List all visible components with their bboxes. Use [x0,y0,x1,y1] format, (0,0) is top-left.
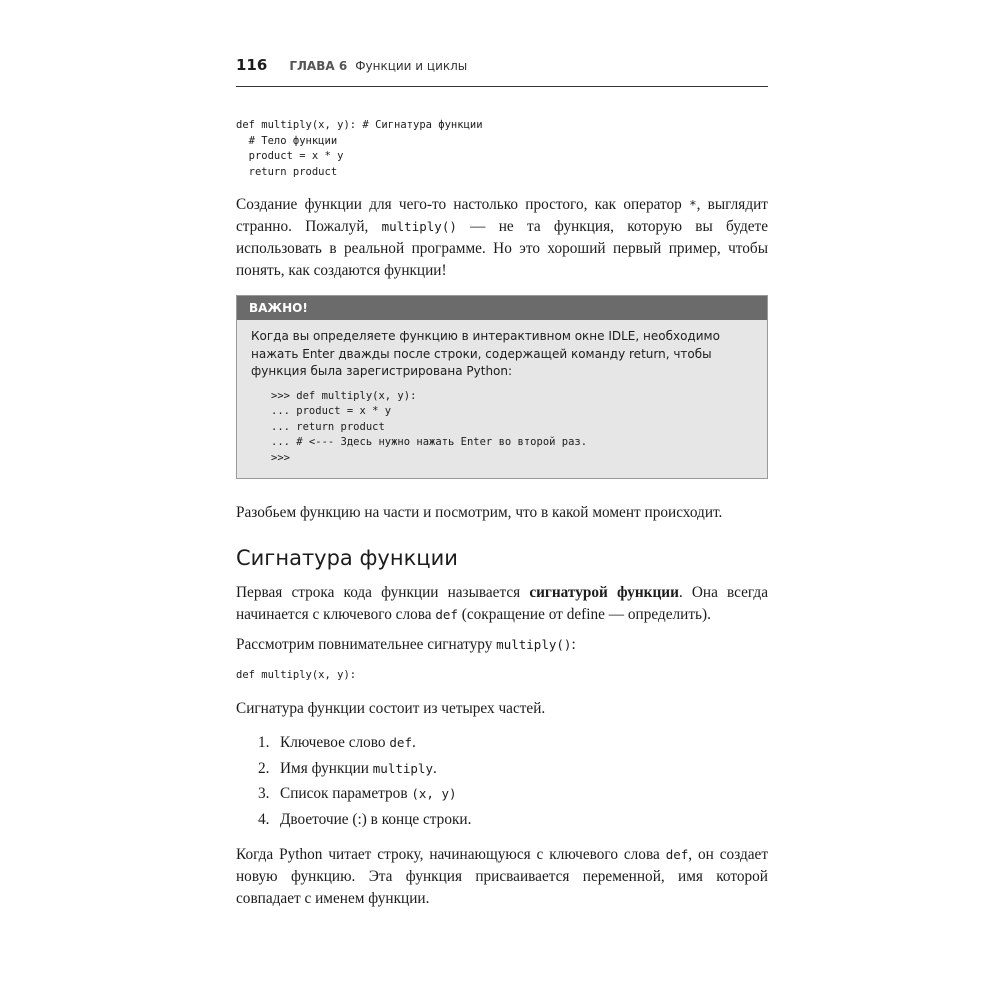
text: Первая строка кода функции называется [236,584,530,601]
inline-code: (x, y) [411,786,457,801]
paragraph-breakdown: Разобьем функцию на части и посмотрим, что в какой момент происходит. [236,504,723,521]
text: Список параметров [280,785,412,802]
inline-code: multiply() [496,637,572,652]
note-text: Когда вы определяете функцию в интерактивном окне IDLE, необходимо нажать Enter дважды после строки, содержащей команду return, чтобы функция была зарегистрирована Python: [251,329,720,378]
text: . [411,734,416,751]
section-heading: Сигнатура функции [236,546,458,570]
note-heading: ВАЖНО! [237,296,767,320]
note-code-block: >>> def multiply(x, y): ... product = x * y ... return product ... # <--- Здесь нужно нажать Enter во второй раз. >>> [271,389,588,464]
list-number: 2. [258,759,270,777]
list-item [236,756,768,782]
paragraph-multiply-intro [236,194,768,282]
inline-code: def [435,607,458,622]
text: Имя функции [280,759,373,777]
list-item [236,807,768,833]
chapter-title: Функции и циклы [355,59,468,73]
inline-code: def [665,847,689,862]
paragraph-python-reads-def [236,844,768,910]
text: Рассмотрим повнимательнее сигнатуру [236,636,497,653]
text: — не та функция, которую вы будете использовать в реальной программе. Но это хороший первый пример, чтобы понять, как создаются функции! [236,218,768,279]
code-block-function-definition: def multiply(x, y): # Сигнатура функции # Тело функции product = x * y return product [236,119,483,178]
text: , он создает новую функцию. Эта функция присваивается переменной, имя которой совпадает с именем функции. [236,846,769,907]
chapter-label: ГЛАВА 6 [289,59,348,73]
text: . Она всегда начинается с ключевого слова [236,584,768,623]
inline-code: multiply() [381,219,457,234]
inline-code: * [689,197,697,212]
text: : [571,636,576,653]
text: Создание функции для чего-то настолько простого, как оператор [236,196,690,213]
list-number: 1. [258,734,270,751]
signature-parts-list [236,730,768,832]
list-number: 3. [258,785,270,802]
bold-term: сигнатурой функции [529,584,679,601]
text: Двоеточие (:) в конце строки. [280,810,472,828]
inline-code: multiply [372,760,433,776]
book-page [236,56,769,907]
code-block-signature: def multiply(x, y): [236,669,357,681]
text: (сокращение от define — определить). [457,606,711,623]
paragraph-look-closer [236,634,768,656]
page-number: 116 [236,56,268,74]
list-item [236,781,768,807]
inline-code: def [389,735,412,750]
running-header [236,56,768,87]
text: , выглядит странно. Пожалуй, [236,196,768,235]
paragraph-four-parts: Сигнатура функции состоит из четырех частей. [236,700,546,717]
text: . [433,759,437,777]
text: Ключевое слово [280,734,390,751]
list-item [236,730,768,756]
paragraph-signature-definition [236,582,768,626]
important-note-box [236,295,768,479]
text: Когда Python читает строку, начинающуюся с ключевого слова [236,846,666,863]
list-number: 4. [258,810,270,828]
